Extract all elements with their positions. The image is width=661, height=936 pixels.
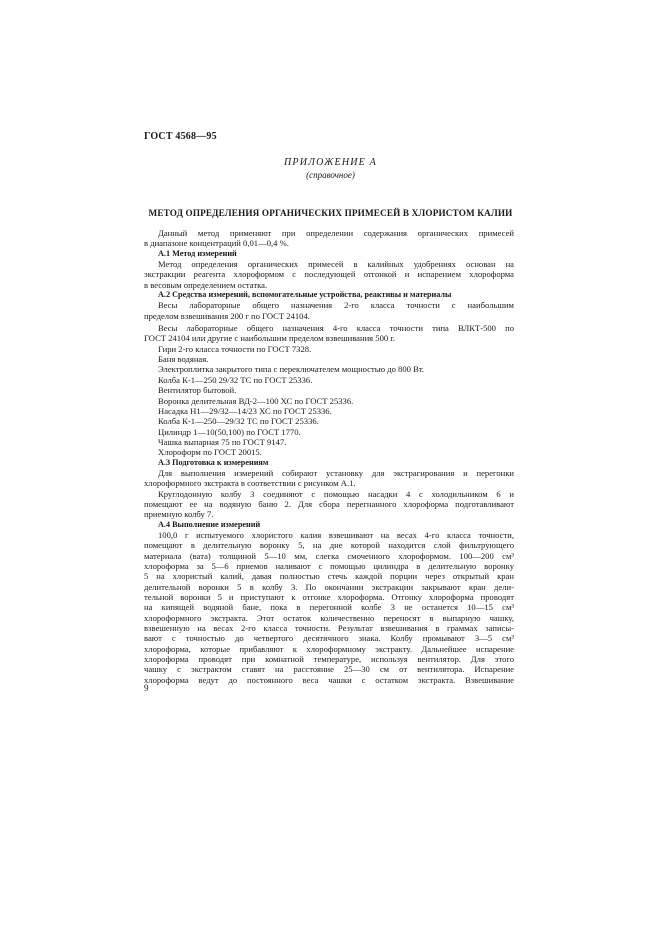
text-line: Весы лабораторные общего назначения 4-го класса точности типа ВЛКТ-500 по (158, 323, 514, 334)
text-line: приемную колбу 7. (144, 509, 214, 520)
text-line: Гири 2-го класса точности по ГОСТ 7328. (158, 343, 312, 354)
text-line: чашку с экстрактом ставят на расстояние 25—30 см от вентилятора. Испарение (144, 664, 514, 675)
text-line: материала (вата) толщиной 5—10 мм, слегка смоченного хлороформом. 100—200 см³ (144, 550, 514, 561)
text-line: Электроплитка закрытого типа с переключателем мощностью до 800 Вт. (158, 364, 425, 375)
text-line: хлороформа за 5—6 приемов наливают с помощью цилиндра в делительную воронку (144, 561, 514, 571)
section-heading: А.3 Подготовка к измерениям (158, 457, 269, 467)
text-line: Цилиндр 1—10(50,100) по ГОСТ 1770. (158, 426, 301, 437)
text-line: делительной воронки 5 в колбу 3. По окончании экстракции закрывают кран дели- (144, 581, 514, 592)
text-line: Колба К-1—250 29/32 ТС по ГОСТ 25336. (158, 374, 313, 385)
section-heading: А.4 Выполнение измерений (158, 519, 261, 529)
section-heading: А.2 Средства измерений, вспомогательные устройства, реактивы и материалы (158, 290, 452, 300)
page-number: 9 (144, 683, 149, 693)
text-line: взвешенную на весах 2-го класса точности. Результат взвешивания в граммах записы- (144, 623, 514, 634)
text-line: Данный метод применяют при определении содержания органических примесей (158, 228, 514, 238)
text-line: хлороформа ведут до постоянного веса чашки с остатком экстракта. Взвешивание (144, 674, 514, 685)
appendix-note: (справочное) (306, 170, 355, 180)
text-line: пределом взвешивания 200 г по ГОСТ 24104. (144, 310, 310, 321)
text-line: помещают в делительную воронку 5, на дне которой находится слой фильтрующего (144, 540, 514, 551)
text-line: ГОСТ 24104 или другие с наибольшим пределом взвешивания 500 г. (144, 333, 396, 344)
text-line: 5 на хлористый калий, давая полностью стечь каждой порции через открытый кран (144, 571, 514, 582)
text-line: Вентилятор бытовой. (158, 385, 237, 396)
text-line: на кипящей водяной бане, пока в перегонной колбе 3 не останется 10—15 см³ (144, 602, 514, 613)
section-heading: А.1 Метод измерений (158, 248, 237, 258)
text-line: Круглодонную колбу 3 соединяют с помощью насадки 4 с холодильником 6 и (158, 488, 514, 499)
doc-header-code: ГОСТ 4568—95 (144, 131, 217, 142)
text-line: 100,0 г испытуемого хлористого калия взвешивают на весах 4-го класса точности, (158, 529, 514, 540)
text-line: Для выполнения измерений собирают установку для экстрагирования и перегонки (158, 467, 514, 478)
text-line: Баня водяная. (158, 354, 209, 365)
document-body (144, 228, 514, 685)
text-line: вают с точностью до четвертого десятичного знака. Колбу промывают 3—5 см³ (144, 633, 514, 644)
text-line: хлороформа, которые прибавляют к хлороформному экстракту. Дальнейшее испарение (144, 643, 514, 654)
text-line: в весовым определением остатка. (144, 279, 268, 290)
text-line: Насадка Н1—29/32—14/23 ХС по ГОСТ 25336. (158, 405, 332, 416)
text-line: хлороформного экстракта. Этот остаток количественно переносят в выпарную чашку, (144, 612, 514, 623)
text-line: Воронка делительная ВД-2—100 ХС по ГОСТ 25336. (158, 395, 354, 406)
text-line: Колба К-1—250—29/32 ТС по ГОСТ 25336. (158, 416, 319, 427)
text-line: тельной воронки 5 и приступают к отгонке хлороформа. Отгонку хлороформа проводят (144, 592, 514, 603)
text-line: хлороформного экстракта в соответствии с рисунком А.1. (144, 478, 356, 489)
text-line: Чашка выпарная 75 по ГОСТ 9147. (158, 436, 287, 447)
text-line: Хлороформ по ГОСТ 20015. (158, 447, 262, 458)
text-line: хлороформа проводят при комнатной температуре, используя вентилятор. Для этого (144, 654, 514, 665)
text-line: экстракции реагента хлороформом с последующей отгонкой и испарением хлороформа (144, 269, 514, 280)
text-line: Весы лабораторные общего назначения 2-го класса точности с наибольшим (158, 300, 514, 311)
text-line: Метод определения органических примесей в калийных удобрениях основан на (158, 259, 514, 270)
section-title: МЕТОД ОПРЕДЕЛЕНИЯ ОРГАНИЧЕСКИХ ПРИМЕСЕЙ В ХЛОРИСТОМ КАЛИИ (148, 208, 513, 218)
text-line: в диапазоне концентраций 0,01—0,4 %. (144, 238, 289, 249)
appendix-label: ПРИЛОЖЕНИЕ А (284, 157, 377, 168)
text-line: помещают ее на водяную баню 2. Для сбора перегнанного хлороформа подготавливают (144, 498, 514, 509)
